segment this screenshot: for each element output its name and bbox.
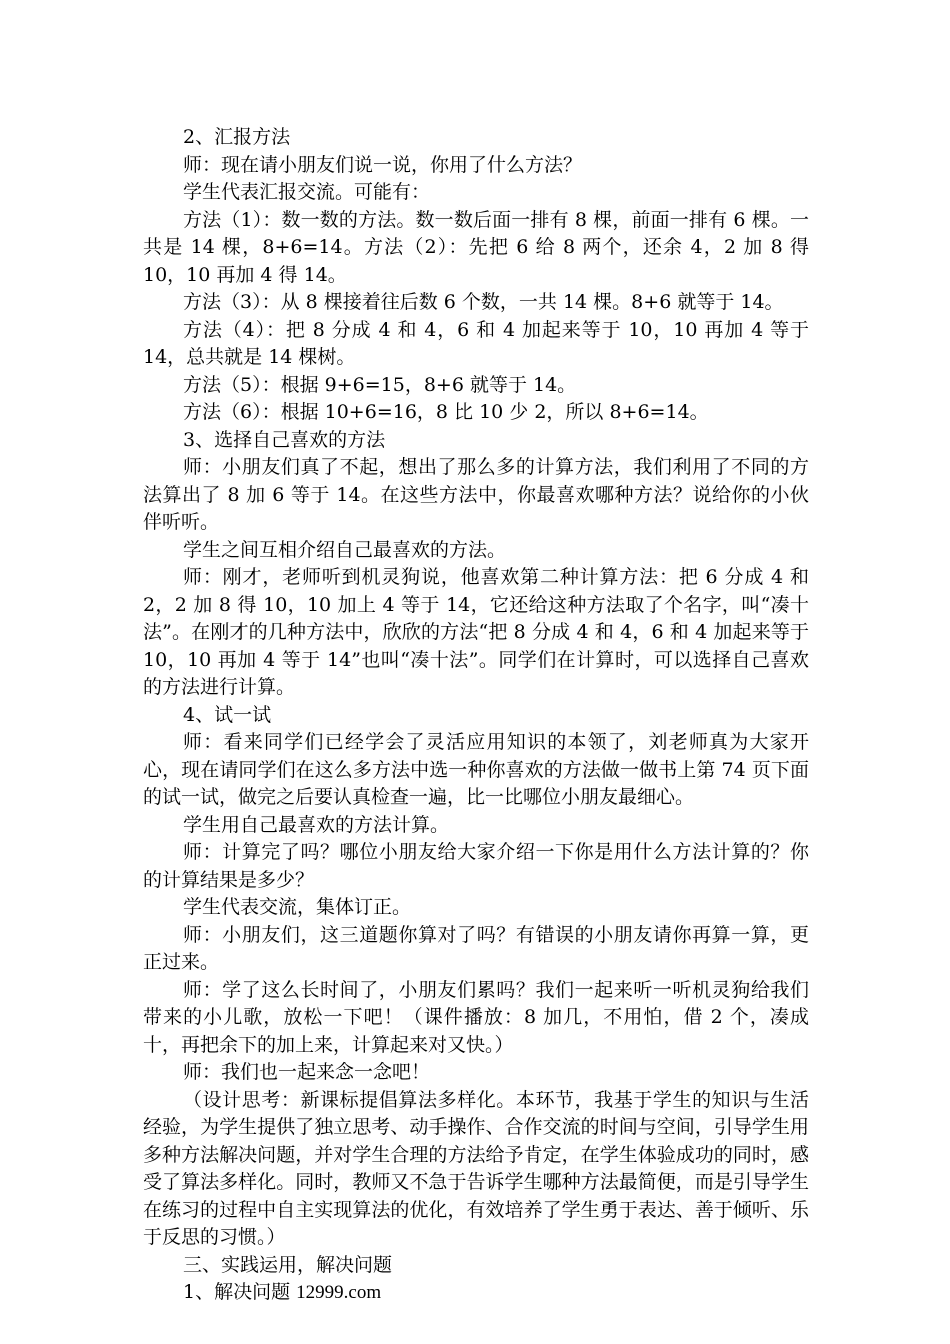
site-domain: 12999.com xyxy=(296,1282,382,1303)
section-heading-choose-method: 3、选择自己喜欢的方法 xyxy=(183,428,386,451)
make-ten-method-paragraph: 师：刚才，老师听到机灵狗说，他喜欢第二种计算方法：把 6 分成 4 和 2，2 加 8 得 10，10 加上 4 等于 14，它还给这种方法取了个名字，叫“凑十法”。在刚才的几种方法中，欣欣的方法“把 8 分成 4 和 4，6 和 4 加起来等于 10，10 再加 4 等于 14”也叫“凑十法”。同学们在计算时，可以选择自己喜欢的方法进行计算。 xyxy=(143,566,809,698)
student-report-intro: 学生代表汇报交流。可能有： xyxy=(183,181,431,203)
students-calculate-paragraph: 学生用自己最喜欢的方法计算。 xyxy=(183,813,450,836)
song-break-paragraph: 师：学了这么长时间了，小朋友们累吗？我们一起来听一听机灵狗给我们带来的小儿歌，放松一下吧！（课件播放：8 加几，不用怕，借 2 个，凑成十，再把余下的加上来，计算起来对又快。） xyxy=(143,978,809,1056)
method-1-2-paragraph: 方法（1）：数一数的方法。数一数后面一排有 8 棵，前面一排有 6 棵。一共是 14 棵，8+6=14。方法（2）：先把 6 给 8 两个，还余 4，2 加 8 得 10，10 再加 4 得 14。 xyxy=(143,208,809,286)
teacher-prompt: 师：现在请小朋友们说一说，你用了什么方法？ xyxy=(183,153,583,176)
method-3-paragraph: 方法（3）：从 8 棵接着往后数 6 个数，一共 14 棵。8+6 就等于 14。 xyxy=(183,291,784,313)
recite-together-paragraph: 师：我们也一起来念一念吧！ xyxy=(183,1061,431,1083)
section-heading-report-methods: 2、汇报方法 xyxy=(183,126,291,148)
section-heading-practice: 三、实践运用，解决问题 xyxy=(183,1253,393,1276)
teacher-check-question: 师：计算完了吗？哪位小朋友给大家介绍一下你是用什么方法计算的？你的计算结果是多少？ xyxy=(143,841,809,891)
teacher-praise-paragraph: 师：小朋友们真了不起，想出了那么多的计算方法，我们利用了不同的方法算出了 8 加 6 等于 14。在这些方法中，你最喜欢哪种方法？说给你的小伙伴听听。 xyxy=(143,456,809,533)
solve-problem-heading xyxy=(143,1279,809,1307)
teacher-correct-errors: 师：小朋友们，这三道题你算对了吗？有错误的小朋友请你再算一算，更正过来。 xyxy=(143,923,809,973)
design-reflection-paragraph: （设计思考：新课标提倡算法多样化。本环节，我基于学生的知识与生活经验，为学生提供了独立思考、动手操作、合作交流的时间与空间，引导学生用多种方法解决问题，并对学生合理的方法给予肯定，在学生体验成功的同时，感受了算法多样化。同时，教师又不急于告诉学生哪种方法最简便，而是引导学生在练习的过程中自主实现算法的优化，有效培养了学生勇于表达、善于倾听、乐于反思的习惯。） xyxy=(143,1088,809,1248)
section-heading-try-it: 4、试一试 xyxy=(183,703,272,726)
solve-problem-label: 1、解决问题 xyxy=(183,1281,297,1303)
group-correction-paragraph: 学生代表交流，集体订正。 xyxy=(183,896,412,918)
method-6-paragraph: 方法（6）：根据 10+6=16，8 比 10 少 2，所以 8+6=14。 xyxy=(183,401,709,423)
method-4-paragraph: 方法（4）：把 8 分成 4 和 4，6 和 4 加起来等于 10，10 再加 4 等于 14，总共就是 14 棵树。 xyxy=(143,318,809,368)
try-it-instructions-paragraph: 师：看来同学们已经学会了灵活应用知识的本领了，刘老师真为大家开心，现在请同学们在这么多方法中选一种你喜欢的方法做一做书上第 74 页下面的试一试，做完之后要认真检查一遍，比一比哪位小朋友最细心。 xyxy=(143,731,809,808)
document-body xyxy=(143,124,809,1307)
method-5-paragraph: 方法（5）：根据 9+6=15，8+6 就等于 14。 xyxy=(183,373,577,396)
students-share-paragraph: 学生之间互相介绍自己最喜欢的方法。 xyxy=(183,538,507,561)
